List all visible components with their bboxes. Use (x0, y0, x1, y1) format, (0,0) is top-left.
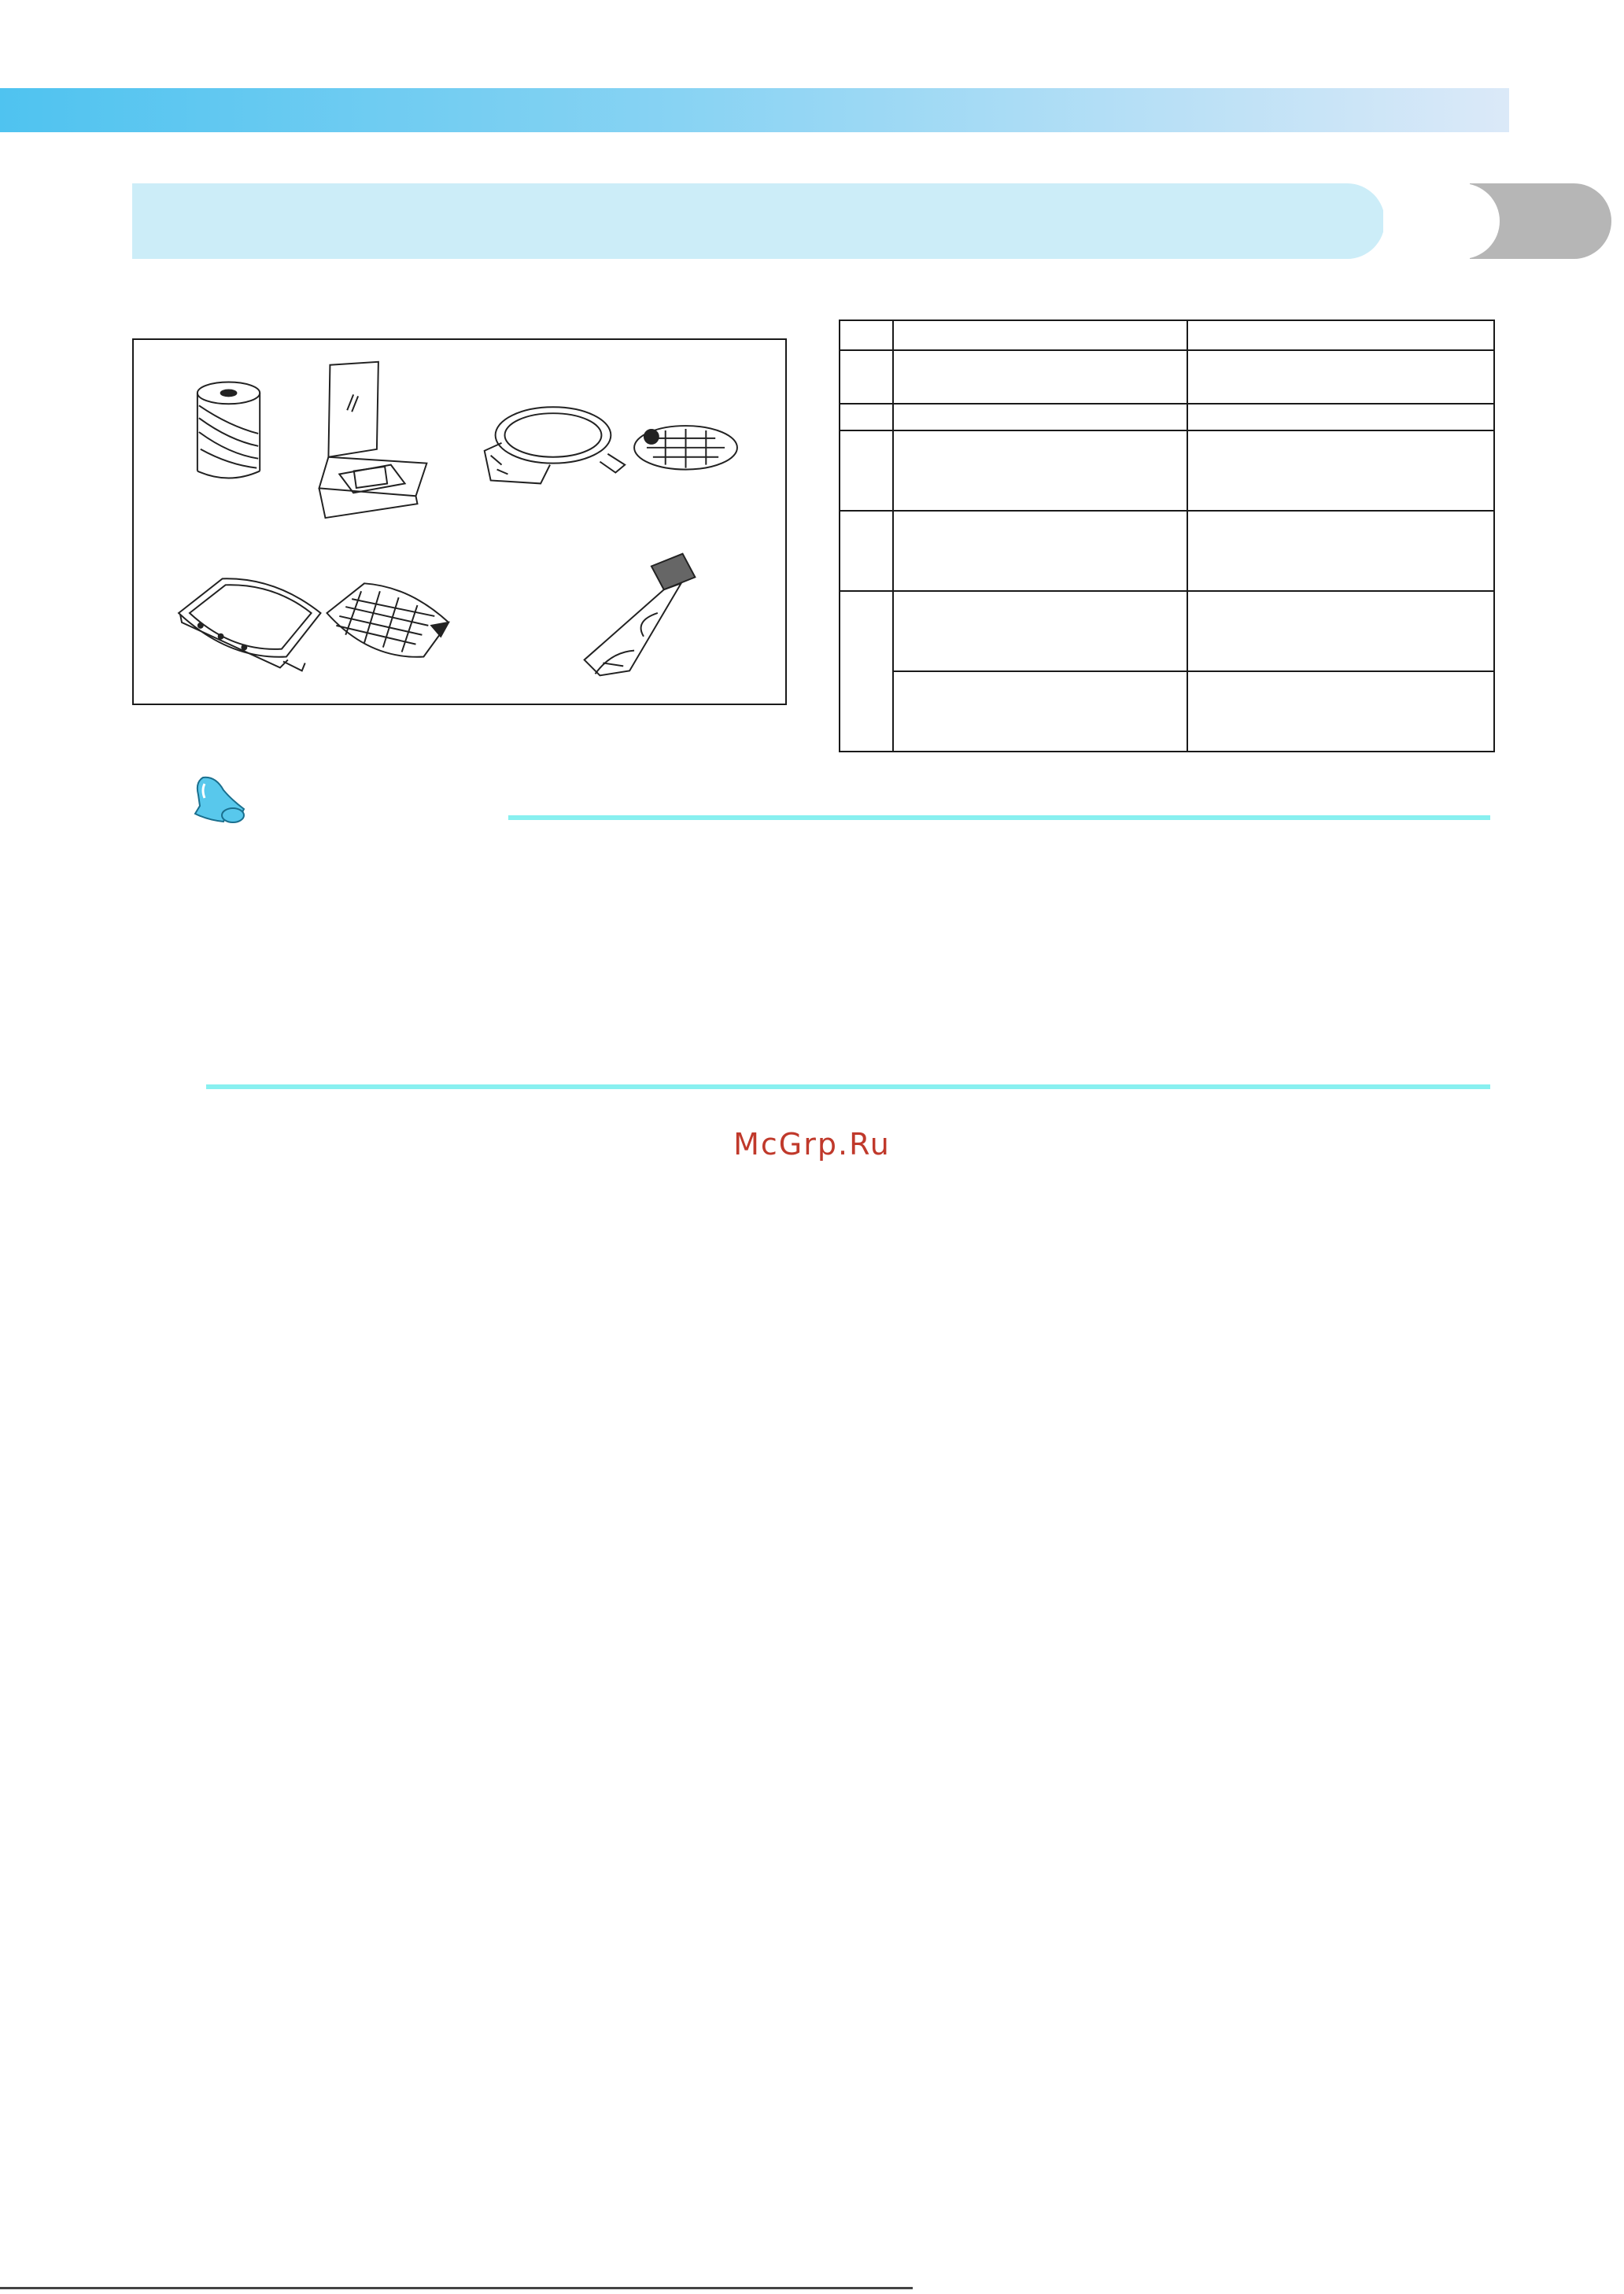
accessories-figure (132, 338, 787, 705)
table-cell (840, 430, 893, 511)
table-cell (893, 430, 1187, 511)
large-hoop-sheet-icon (327, 583, 448, 656)
table-row (840, 591, 1494, 671)
section-title-bar (132, 183, 1454, 259)
table-cell (840, 404, 893, 430)
section-title-tab (1383, 183, 1611, 259)
table-cell (1187, 320, 1494, 350)
table-cell (893, 320, 1187, 350)
thread-spool-icon (197, 382, 260, 478)
specification-table (839, 320, 1495, 752)
table-cell (1187, 671, 1494, 752)
table-cell (1187, 511, 1494, 591)
table-cell (893, 511, 1187, 591)
stabilizer-tube-icon (585, 554, 696, 676)
table-cell (840, 511, 893, 591)
table-row (840, 350, 1494, 404)
small-hoop-icon (485, 407, 625, 483)
footer-rule (0, 2287, 913, 2289)
table-cell (1187, 591, 1494, 671)
small-hoop-sheet-icon (634, 426, 737, 470)
note-bottom-rule (206, 1084, 1490, 1089)
table-cell (893, 350, 1187, 404)
table-cell (893, 671, 1187, 752)
watermark-text: McGrp.Ru (733, 1127, 891, 1162)
table-cell (893, 591, 1187, 671)
table-cell (840, 320, 893, 350)
table-row (840, 671, 1494, 752)
bobbin-case-icon (319, 362, 427, 518)
table-cell (893, 404, 1187, 430)
large-hoop-icon (179, 578, 320, 670)
table-cell (1187, 430, 1494, 511)
table-row (840, 430, 1494, 511)
header-color-band (0, 88, 1509, 132)
table-cell (1187, 350, 1494, 404)
table-row (840, 404, 1494, 430)
note-top-rule (508, 815, 1490, 820)
table-cell (840, 591, 893, 752)
bell-memo-icon (192, 774, 249, 825)
table-row (840, 320, 1494, 350)
table-cell (1187, 404, 1494, 430)
table-cell (840, 350, 893, 404)
section-title-pill (132, 183, 1385, 259)
table-row (840, 511, 1494, 591)
